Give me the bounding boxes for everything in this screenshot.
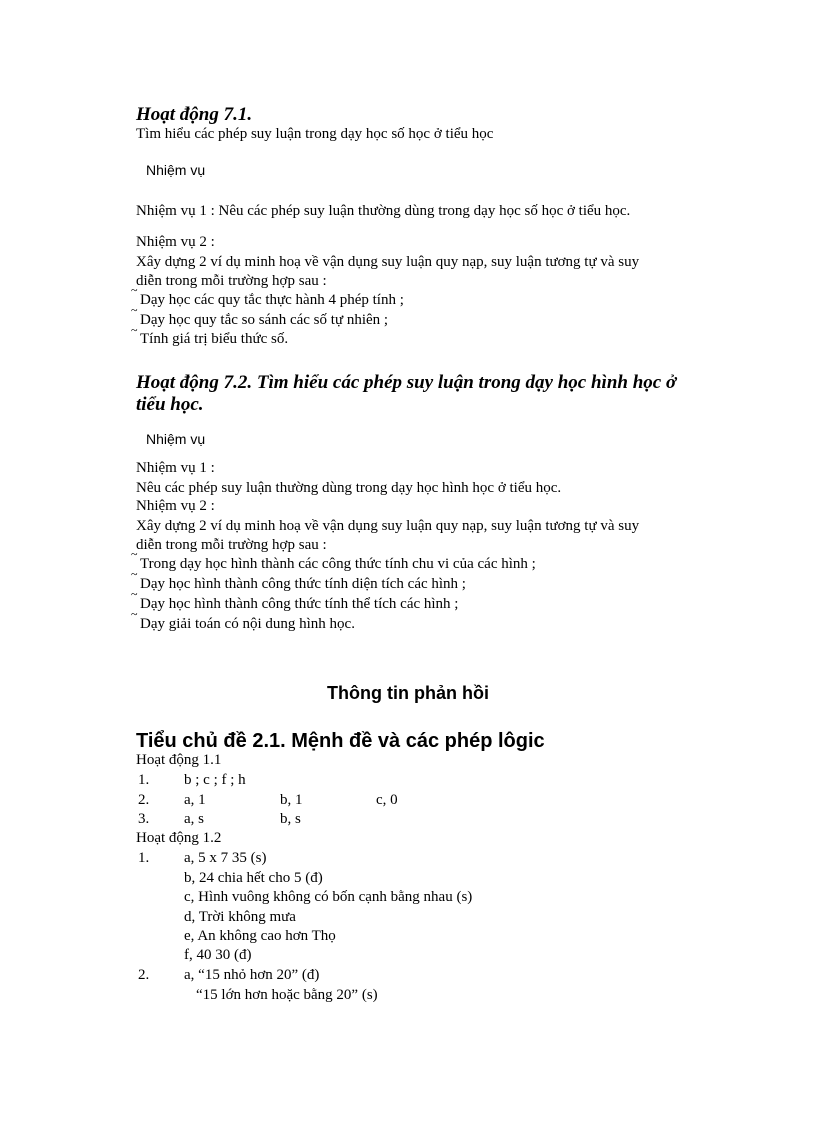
task-1-label: Nhiệm vụ 1 : — [136, 460, 215, 476]
activity-7-1-subtitle: Tìm hiểu các phép suy luận trong dạy học số học ở tiểu học — [136, 126, 494, 142]
answer-cell: a, 1 — [184, 792, 206, 808]
task-2-line-1: Xây dựng 2 ví dụ minh hoạ về vận dụng suy luận quy nạp, suy luận tương tự và suy — [136, 518, 640, 534]
list-item: Dạy học các quy tắc thực hành 4 phép tính ; — [140, 292, 404, 308]
bullet-tilde-icon: ~ — [131, 323, 138, 337]
item-number: 2. — [138, 967, 150, 983]
answer-line: d, Trời không mưa — [184, 909, 296, 925]
answer-cell: b, 1 — [280, 792, 303, 808]
task-2-line-2: diễn trong mỗi trường hợp sau : — [136, 537, 327, 553]
list-item: Trong dạy học hình thành các công thức tính chu vi của các hình ; — [140, 556, 536, 572]
bullet-tilde-icon: ~ — [131, 607, 138, 621]
task-2-label: Nhiệm vụ 2 : — [136, 498, 215, 514]
task-2-label: Nhiệm vụ 2 : — [136, 234, 215, 250]
item-number: 3. — [138, 811, 150, 827]
item-number: 2. — [138, 792, 150, 808]
subtopic-heading: Tiểu chủ đề 2.1. Mệnh đề và các phép lôgic — [136, 730, 545, 752]
bullet-tilde-icon: ~ — [131, 303, 138, 317]
answer-line: a, “15 nhỏ hơn 20” (đ) — [184, 967, 320, 983]
heading-activity-7-1: Hoạt động 7.1. — [136, 104, 253, 125]
item-number: 1. — [138, 850, 150, 866]
answer-cell: a, s — [184, 811, 204, 827]
task-2-line-1: Xây dựng 2 ví dụ minh hoạ về vận dụng suy luận quy nạp, suy luận tương tự và suy — [136, 254, 640, 270]
answer-cell: b ; c ; f ; h — [184, 772, 246, 788]
activity-1-2-label: Hoạt động 1.2 — [136, 830, 222, 846]
section-title-feedback: Thông tin phản hồi — [327, 683, 489, 703]
task-1: Nêu các phép suy luận thường dùng trong dạy học hình học ở tiểu học. — [136, 480, 562, 496]
list-item: Dạy học hình thành công thức tính diện tích các hình ; — [140, 576, 466, 592]
bullet-tilde-icon: ~ — [131, 587, 138, 601]
bullet-tilde-icon: ~ — [131, 567, 138, 581]
list-item: Dạy học hình thành công thức tính thể tích các hình ; — [140, 596, 459, 612]
answer-line: e, An không cao hơn Thọ — [184, 928, 336, 944]
list-item: Dạy giải toán có nội dung hình học. — [140, 616, 355, 632]
answer-line: c, Hình vuông không có bốn cạnh bằng nhau (s) — [184, 889, 473, 905]
item-number: 1. — [138, 772, 150, 788]
list-item: Tính giá trị biểu thức số. — [140, 331, 289, 347]
bullet-tilde-icon: ~ — [131, 547, 138, 561]
answer-line: b, 24 chia hết cho 5 (đ) — [184, 870, 323, 886]
answer-line: f, 40 30 (đ) — [184, 947, 252, 963]
task-1: Nhiệm vụ 1 : Nêu các phép suy luận thường dùng trong dạy học số học ở tiểu học. — [136, 203, 631, 219]
activity-1-1-label: Hoạt động 1.1 — [136, 752, 222, 768]
task-2-line-2: diễn trong mỗi trường hợp sau : — [136, 273, 327, 289]
answer-line: a, 5 x 7 35 (s) — [184, 850, 267, 866]
list-item: Dạy học quy tắc so sánh các số tự nhiên ; — [140, 312, 389, 328]
answer-cell: b, s — [280, 811, 301, 827]
heading-activity-7-2-line-2: tiểu học. — [136, 394, 204, 415]
task-label: Nhiệm vụ — [146, 431, 206, 447]
bullet-tilde-icon: ~ — [131, 283, 138, 297]
answer-cell: c, 0 — [376, 792, 398, 808]
answer-line: “15 lớn hơn hoặc bằng 20” (s) — [196, 987, 378, 1003]
heading-activity-7-2-line-1: Hoạt động 7.2. Tìm hiểu các phép suy luận trong dạy học hình học ở — [136, 372, 677, 393]
task-label: Nhiệm vụ — [146, 162, 206, 178]
